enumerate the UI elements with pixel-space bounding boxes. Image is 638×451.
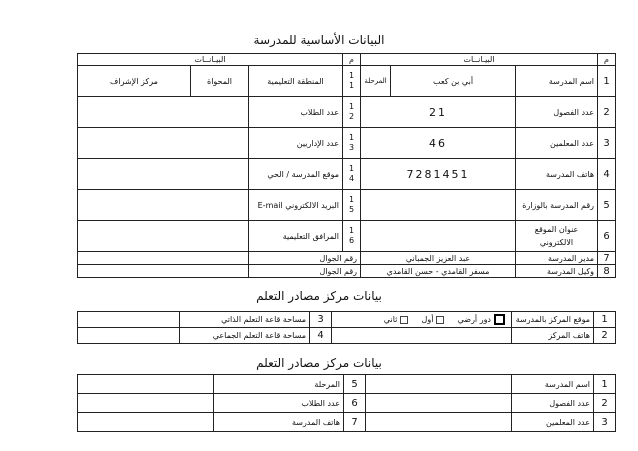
self-learning-area-label: مساحة قاعة التعلم الذاتي	[180, 312, 310, 328]
mobile-value[interactable]	[78, 252, 249, 265]
row-number-2: 3	[310, 312, 332, 328]
teachers-count-value[interactable]	[366, 413, 512, 432]
self-learning-area-value[interactable]	[78, 312, 180, 328]
header-data: البيـانــات	[361, 54, 598, 66]
website-value[interactable]	[361, 221, 516, 252]
school-location-value[interactable]	[78, 159, 249, 190]
vice-principal-value[interactable]: مسفر القامدي - حسن القامدي	[361, 265, 516, 278]
row-number-2	[343, 66, 361, 97]
stage-label: المرحلة	[214, 375, 344, 394]
table-row	[78, 413, 616, 432]
mobile-label-2: رقم الجوال	[249, 265, 361, 278]
table-row	[78, 159, 616, 190]
header-data2: البيـانــات	[78, 54, 343, 66]
table-row	[78, 394, 616, 413]
section-title-lrc-2: بيانات مركز مصادر التعلم	[256, 356, 382, 370]
table-row	[78, 128, 616, 159]
school-phone-label: هاتف المدرسة	[516, 159, 598, 190]
num-b: 5	[348, 205, 355, 214]
section-title-lrc: بيانات مركز مصادر التعلم	[256, 289, 382, 303]
row-number-2: 4	[310, 328, 332, 344]
center-phone-label: هاتف المركز	[512, 328, 594, 344]
school-phone-label: هاتف المدرسة	[214, 413, 344, 432]
option-second-floor: ثاني	[383, 315, 398, 324]
header-m: م	[598, 54, 616, 66]
school-location-label: موقع المدرسة / الحي	[249, 159, 343, 190]
row-number: 3	[594, 413, 616, 432]
classes-count-label: عدد الفصول	[516, 97, 598, 128]
row-number: 1	[598, 66, 616, 97]
lrc-location-table	[77, 311, 616, 344]
row-number-2	[343, 159, 361, 190]
stage-label	[361, 66, 391, 97]
table-row	[78, 66, 616, 97]
mobile-label: رقم الجوال	[249, 252, 361, 265]
school-name-value[interactable]: أبي بن كعب	[391, 66, 516, 97]
table-row	[78, 375, 616, 394]
row-number-2	[343, 97, 361, 128]
classes-count-value[interactable]	[366, 394, 512, 413]
table-row	[78, 312, 616, 328]
region-label: المنطقة التعليمية	[249, 66, 343, 97]
stage-label-text: المرحلة	[364, 77, 387, 85]
checkbox-first-floor[interactable]	[436, 316, 444, 324]
num-b: 2	[348, 112, 355, 121]
num-a: 1	[348, 71, 355, 80]
num-b: 3	[348, 143, 355, 152]
row-number-2	[343, 128, 361, 159]
school-name-label: اسم المدرسة	[512, 375, 594, 394]
num-a: 1	[348, 102, 355, 111]
row-number: 1	[594, 375, 616, 394]
num-a: 1	[348, 164, 355, 173]
num-b: 4	[348, 174, 355, 183]
school-name-value[interactable]	[366, 375, 512, 394]
vice-principal-label: وكيل المدرسة	[516, 265, 598, 278]
center-phone-value[interactable]	[332, 328, 512, 344]
students-count-label: عدد الطلاب	[249, 97, 343, 128]
website-label-line2: الالكتروني	[539, 238, 574, 247]
classes-count-value[interactable]: 21	[361, 97, 516, 128]
checkbox-ground-floor[interactable]	[494, 314, 505, 325]
row-number: 6	[598, 221, 616, 252]
row-number: 5	[598, 190, 616, 221]
table-row	[78, 221, 616, 252]
option-first-floor: أول	[421, 315, 434, 324]
center-location-label: موقع المركز بالمدرسة	[512, 312, 594, 328]
ministry-number-label: رقم المدرسة بالوزارة	[516, 190, 598, 221]
center-location-options	[332, 312, 512, 328]
email-label: البريد الالكتروني E-mail	[249, 190, 343, 221]
row-number: 2	[594, 394, 616, 413]
stage-value[interactable]	[78, 375, 214, 394]
row-number-2	[343, 190, 361, 221]
row-number-2: 6	[344, 394, 366, 413]
num-b: 1	[348, 81, 355, 90]
mobile-value-2[interactable]	[78, 265, 249, 278]
school-phone-value[interactable]: 7281451	[361, 159, 516, 190]
facilities-label: المرافق التعليمية	[249, 221, 343, 252]
admins-count-value[interactable]	[78, 128, 249, 159]
group-learning-area-label: مساحة قاعة التعلم الجماعي	[180, 328, 310, 344]
teachers-count-label: عدد المعلمين	[512, 413, 594, 432]
supervision-center-label: مركز الإشراف	[78, 66, 191, 97]
website-label-line1: عنوان الموقع	[534, 225, 579, 234]
num-a: 1	[348, 133, 355, 142]
row-number-2	[343, 221, 361, 252]
row-number: 7	[598, 252, 616, 265]
table-row	[78, 190, 616, 221]
students-count-value[interactable]	[78, 394, 214, 413]
school-phone-value[interactable]	[78, 413, 214, 432]
students-count-value[interactable]	[78, 97, 249, 128]
row-number: 2	[598, 97, 616, 128]
teachers-count-label: عدد المعلمين	[516, 128, 598, 159]
school-name-label: اسم المدرسة	[516, 66, 598, 97]
principal-value[interactable]: عبد العزيز الجمباني	[361, 252, 516, 265]
table-header-row	[78, 54, 616, 66]
table-row	[78, 328, 616, 344]
checkbox-second-floor[interactable]	[400, 316, 408, 324]
teachers-count-value[interactable]: 46	[361, 128, 516, 159]
row-number: 3	[598, 128, 616, 159]
row-number: 2	[594, 328, 616, 344]
group-learning-area-value[interactable]	[78, 328, 180, 344]
region-value[interactable]: المحواة	[191, 66, 249, 97]
row-number-2: 5	[344, 375, 366, 394]
num-b: 6	[348, 236, 355, 245]
row-number: 1	[594, 312, 616, 328]
facilities-value[interactable]	[78, 221, 249, 252]
table-row	[78, 265, 616, 278]
email-value[interactable]	[78, 190, 249, 221]
option-ground-floor: دور أرضي	[457, 315, 491, 324]
section-title-basic: البيانات الأساسية للمدرسة	[253, 33, 385, 47]
ministry-number-value[interactable]	[361, 190, 516, 221]
classes-count-label: عدد الفصول	[512, 394, 594, 413]
row-number-2: 7	[344, 413, 366, 432]
table-row	[78, 97, 616, 128]
header-m2: م	[343, 54, 361, 66]
basic-data-table	[77, 53, 616, 278]
admins-count-label: عدد الإداريين	[249, 128, 343, 159]
num-a: 1	[348, 226, 355, 235]
row-number: 4	[598, 159, 616, 190]
row-number: 8	[598, 265, 616, 278]
students-count-label: عدد الطلاب	[214, 394, 344, 413]
lrc-school-table	[77, 374, 616, 432]
principal-label: مدير المدرسة	[516, 252, 598, 265]
website-label	[516, 221, 598, 252]
table-row	[78, 252, 616, 265]
num-a: 1	[348, 195, 355, 204]
